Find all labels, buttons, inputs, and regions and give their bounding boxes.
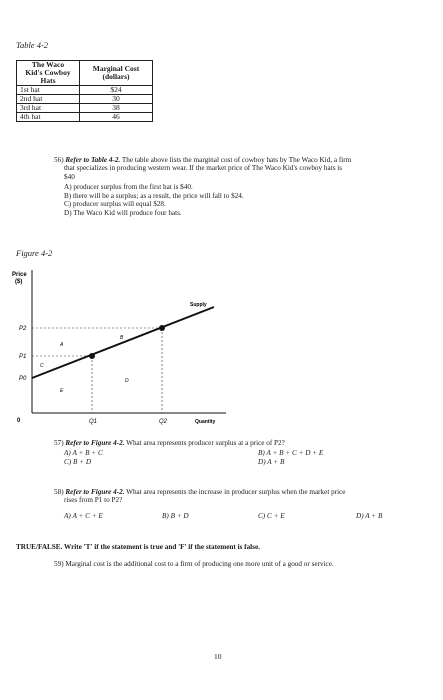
col-header-cost-line2: (dollars) bbox=[102, 72, 130, 81]
q56-option-a: A) producer surplus from the first hat is $40. bbox=[64, 183, 193, 191]
col-header-hats-line2: Kid's Cowboy bbox=[25, 68, 71, 77]
question-56 bbox=[54, 156, 438, 181]
figure-4-2 bbox=[0, 260, 443, 435]
area-label-a: A bbox=[60, 342, 64, 348]
equilibrium-point-1 bbox=[89, 353, 95, 359]
cost-cell: 46 bbox=[80, 113, 153, 122]
q56-text-line1: The table above lists the marginal cost of cowboy hats by The Waco Kid, a firm bbox=[121, 156, 352, 164]
page-number: 10 bbox=[214, 652, 222, 661]
area-label-e: E bbox=[60, 388, 64, 394]
q59-text: Marginal cost is the additional cost to a firm of producing one more unit of a good or service. bbox=[65, 560, 334, 568]
col-header-hats bbox=[17, 61, 80, 86]
area-label-c: C bbox=[40, 363, 44, 369]
area-label-d: D bbox=[125, 378, 129, 384]
q57-option-d: D) A + B bbox=[258, 458, 285, 466]
col-header-hats-line3: Hats bbox=[40, 76, 56, 85]
supply-label: Supply bbox=[190, 302, 207, 308]
cost-cell: 38 bbox=[80, 104, 153, 113]
x-axis-label: Quantity bbox=[195, 419, 216, 425]
figure-label: Figure 4-2 bbox=[16, 248, 53, 258]
col-header-cost bbox=[80, 61, 153, 86]
q56-option-c: C) producer surplus will equal $28. bbox=[64, 200, 166, 209]
col-header-cost-line1: Marginal Cost bbox=[92, 64, 140, 73]
q58-ref: Refer to Figure 4-2. bbox=[65, 488, 125, 496]
hat-cell: 4th hat bbox=[17, 113, 80, 122]
q56-text-line2: that specializes in producing western wear. If the market price of The Waco Kid's cowboy hats is bbox=[64, 164, 343, 173]
q57-text: What area represents producer surplus at a price of P2? bbox=[126, 439, 285, 447]
origin-label: 0 bbox=[17, 418, 21, 424]
true-false-heading: TRUE/FALSE. Write 'T' if the statement is true and 'F' if the statement is false. bbox=[16, 543, 260, 551]
q57-number: 57) bbox=[54, 439, 64, 447]
y-tick-p0: P0 bbox=[19, 376, 27, 382]
hat-cell: 1st hat bbox=[17, 86, 80, 95]
q56-option-b: B) there will be a surplus; as a result, the price will fall to $24. bbox=[64, 191, 244, 200]
y-axis-label-line1: Price bbox=[12, 272, 27, 278]
q56-options bbox=[64, 183, 244, 217]
q56-number: 56) bbox=[54, 156, 64, 164]
q56-text-line3: $40 bbox=[64, 172, 75, 181]
q56-ref: Refer to Table 4-2. bbox=[65, 156, 121, 164]
q57-ref: Refer to Figure 4-2. bbox=[65, 439, 125, 447]
area-label-b: B bbox=[120, 335, 124, 341]
q58-text-line1: What area represents the increase in producer surplus when the market price bbox=[126, 488, 346, 496]
marginal-cost-table bbox=[16, 60, 153, 122]
y-tick-p1: P1 bbox=[19, 354, 27, 360]
y-axis-label-line2: ($) bbox=[15, 279, 23, 285]
x-tick-q2: Q2 bbox=[159, 419, 168, 425]
q57-option-c: C) B + D bbox=[64, 458, 92, 466]
table-row bbox=[17, 113, 153, 122]
x-tick-q1: Q1 bbox=[89, 419, 98, 425]
question-59 bbox=[54, 560, 334, 568]
q58-option-b: B) B + D bbox=[162, 512, 189, 520]
q57-option-a: A) A + B + C bbox=[64, 449, 103, 457]
cost-cell: 30 bbox=[80, 95, 153, 104]
y-tick-p2: P2 bbox=[19, 326, 27, 332]
equilibrium-point-2 bbox=[159, 325, 165, 331]
cost-cell: $24 bbox=[80, 86, 153, 95]
hat-cell: 3rd hat bbox=[17, 104, 80, 113]
hat-cell: 2nd hat bbox=[17, 95, 80, 104]
q58-text-line2: rises from P1 to P2? bbox=[64, 496, 123, 505]
table-header-row bbox=[17, 61, 153, 86]
q57-option-b: B) A + B + C + D + E bbox=[258, 449, 324, 457]
col-header-hats-line1: The Waco bbox=[31, 60, 65, 69]
q58-option-d: D) A + B bbox=[356, 512, 383, 520]
q58-option-a: A) A + C + E bbox=[64, 512, 103, 520]
q58-number: 58) bbox=[54, 488, 64, 496]
q56-option-d: D) The Waco Kid will produce four hats. bbox=[64, 208, 182, 217]
q59-number: 59) bbox=[54, 560, 64, 568]
question-58 bbox=[54, 488, 438, 505]
q58-option-c: C) C + E bbox=[258, 512, 285, 520]
table-label: Table 4-2 bbox=[16, 40, 49, 50]
question-57 bbox=[54, 439, 285, 447]
